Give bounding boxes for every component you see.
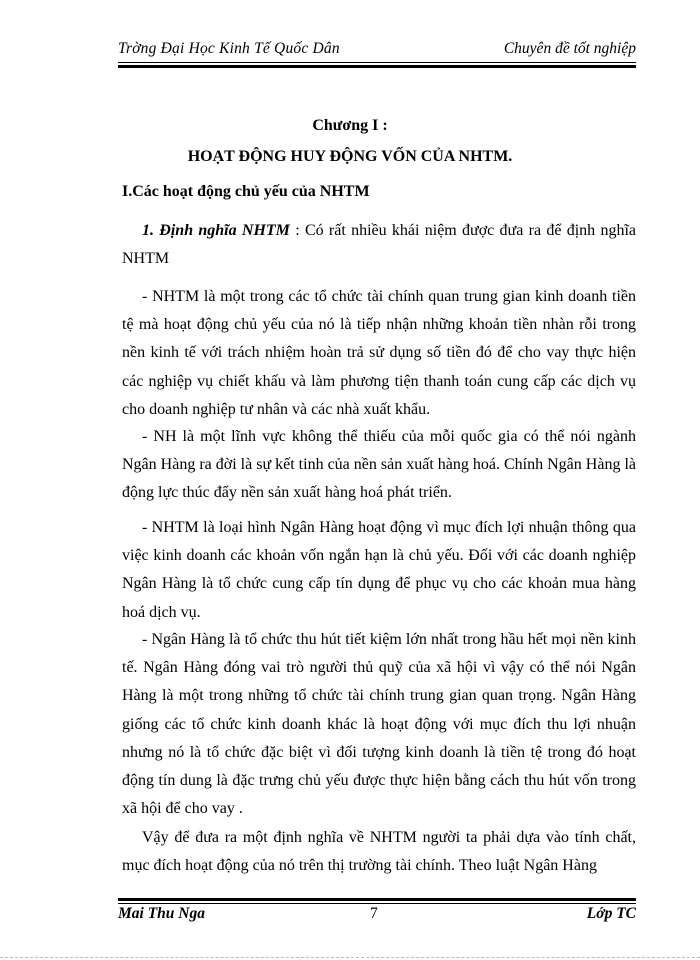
page-number: 7 [370, 905, 378, 922]
body-paragraph: - NH là một lĩnh vực không thể thiếu của mỗi quốc gia có thể nói ngành Ngân Hàng ra đời là sự kết tinh của nền sản xuất hàng hoá. Chính Ngân Hàng là động lực thúc đẩy nền sản xuất hàng hoá phát triển. [122, 428, 636, 502]
section-heading: I.Các hoạt động chủ yếu của NHTM [122, 183, 370, 200]
page-footer [118, 905, 636, 927]
footer-rule-thick [118, 898, 636, 901]
chapter-heading: Chương I : [312, 117, 388, 134]
header-rule-thin [118, 62, 636, 63]
body-paragraph: - Ngân Hàng là tổ chức thu hút tiết kiệm lớn nhất trong hầu hết mọi nền kinh tế. Ngân Hàng đóng vai trò người thủ quỹ của xã hội vì vậy có thể nói Ngân Hàng là một trong những tổ chức tài chính trung gian quan trọng. Ngân Hàng giống các tổ chức kinh doanh khác là hoạt động với mục đích thu lợi nhuận nhưng nó là tổ chức đặc biệt vì đối tượng kinh doanh là tiền tệ trong đó hoạt động tín dung là đặc trưng chủ yếu được thực hiện bằng cách thu hút vốn trong xã hội để cho vay . [122, 631, 636, 818]
body-paragraph: - NHTM là một trong các tổ chức tài chính quan trung gian kinh doanh tiền tệ mà hoạt động chủ yếu của nó là tiếp nhận những khoản tiền nhàn rỗi trong nền kinh tế với trách nhiệm hoàn trả sử dụng số tiền đó để cho vay thực hiện các nghiệp vụ chiết khấu và làm phương tiện thanh toán cung cấp các dịch vụ cho doanh nghiệp tư nhân và các nhà xuất khẩu. [122, 288, 636, 418]
header-rule-thick [118, 65, 636, 68]
header-university: Trờng Đại Học Kinh Tế Quốc Dân [118, 40, 340, 57]
footer-rule-thin [118, 903, 636, 904]
definition-term: 1. Định nghĩa NHTM [142, 222, 290, 239]
definition-text: : Có rất nhiều khái niệm được đưa ra để định nghĩa NHTM [122, 222, 637, 268]
footer-author: Mai Thu Nga [118, 905, 205, 922]
definition-paragraph [122, 217, 636, 273]
footer-class: Lớp TC [586, 905, 636, 922]
chapter-title: HOẠT ĐỘNG HUY ĐỘNG VỐN CỦA NHTM. [187, 148, 513, 165]
body-paragraph: Vậy để đưa ra một định nghĩa về NHTM người ta phải dựa vào tính chất, mục đích hoạt động của nó trên thị trường tài chính. Theo luật Ngân Hàng [122, 829, 636, 875]
header-document-type: Chuyên đề tốt nghiệp [503, 40, 636, 57]
body-paragraph: - NHTM là loại hình Ngân Hàng hoạt động vì mục đích lợi nhuận thông qua việc kinh doanh các khoản vốn ngắn hạn là chủ yếu. Đối với các doanh nghiệp Ngân Hàng là tổ chức cung cấp tín dụng để phục vụ cho các khoản mua hàng hoá dịch vụ. [122, 519, 636, 621]
page-edge-divider [0, 957, 700, 958]
